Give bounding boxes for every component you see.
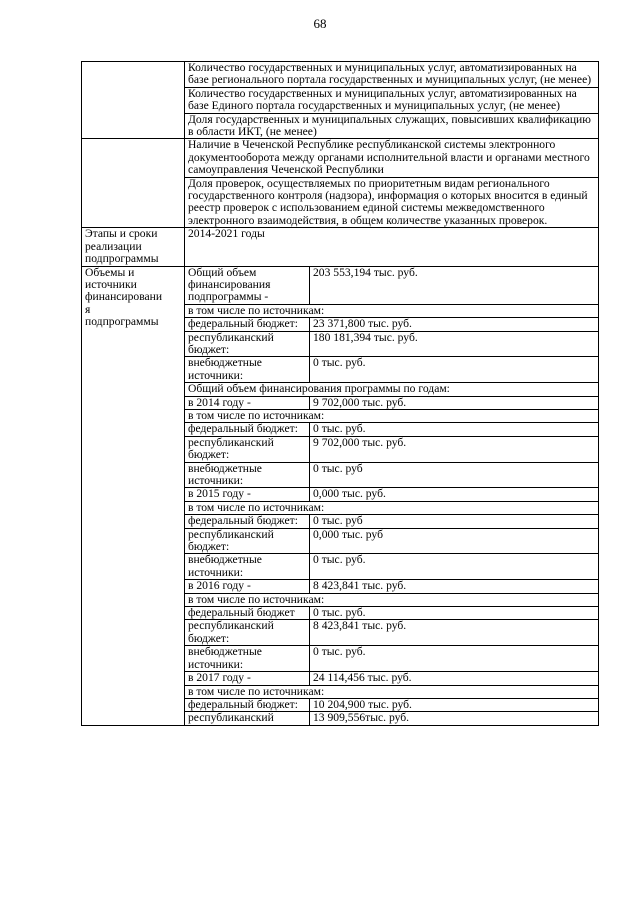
year-source-value: 0 тыс. руб.: [310, 607, 599, 620]
total-value: 203 553,194 тыс. руб.: [310, 267, 599, 305]
year-source-value: 0 тыс. руб: [310, 515, 599, 528]
source-label: республиканский бюджет:: [185, 331, 310, 357]
source-value: 23 371,800 тыс. руб.: [310, 318, 599, 331]
year-source-label: внебюджетные источники:: [185, 554, 310, 580]
page-number: 68: [313, 16, 327, 31]
year-source-label: внебюджетные источники:: [185, 646, 310, 672]
funding-row: [82, 266, 599, 725]
indicator-text: Доля проверок, осуществляемых по приоритетным видам регионального государственного контроля (надзора), информация о которых вносится в единый реестр проверок с использованием единой системы межведомственного электронного взаимодействия, в общем количестве указанных проверок.: [185, 177, 598, 227]
year-label: в 2016 году -: [185, 580, 310, 593]
total-label: Общий объем финансирования подпрограммы -: [185, 267, 310, 305]
source-value: 180 181,394 тыс. руб.: [310, 331, 599, 357]
year-label: в 2015 году -: [185, 488, 310, 501]
funding-label-line: финансировани: [85, 290, 163, 304]
stages-value: 2014-2021 годы: [185, 228, 599, 266]
year-source-value: 13 909,556тыс. руб.: [310, 712, 599, 725]
source-value: 0 тыс. руб.: [310, 357, 599, 383]
year-source-label: федеральный бюджет: [185, 607, 310, 620]
year-source-value: 0 тыс. руб: [310, 462, 599, 488]
sources-header: в том числе по источникам:: [185, 304, 598, 317]
year-source-value: 8 423,841 тыс. руб.: [310, 620, 599, 646]
year-source-label: республиканский бюджет:: [185, 620, 310, 646]
source-label: федеральный бюджет:: [185, 318, 310, 331]
year-source-label: республиканский: [185, 712, 310, 725]
year-source-value: 0 тыс. руб.: [310, 646, 599, 672]
year-value: 9 702,000 тыс. руб.: [310, 396, 599, 409]
year-sources-header: в том числе по источникам:: [185, 593, 598, 606]
indicator-group-b: [82, 139, 599, 228]
indicator-cell: [185, 62, 599, 139]
funding-label-line: подпрограммы: [85, 315, 159, 329]
year-source-value: 9 702,000 тыс. руб.: [310, 436, 599, 462]
year-sources-header: в том числе по источникам:: [185, 409, 598, 422]
year-source-value: 0 тыс. руб.: [310, 423, 599, 436]
empty-cell: [82, 62, 185, 139]
year-sources-header: в том числе по источникам:: [185, 501, 598, 514]
year-source-label: федеральный бюджет:: [185, 515, 310, 528]
year-value: 24 114,456 тыс. руб.: [310, 672, 599, 685]
year-source-label: внебюджетные источники:: [185, 462, 310, 488]
by-year-header: Общий объем финансирования программы по годам:: [185, 383, 598, 396]
source-label: внебюджетные источники:: [185, 357, 310, 383]
year-source-label: республиканский бюджет:: [185, 436, 310, 462]
stages-label: Этапы и сроки реализации подпрограммы: [82, 228, 185, 266]
year-label: в 2014 году -: [185, 396, 310, 409]
year-value: 8 423,841 тыс. руб.: [310, 580, 599, 593]
indicator-text: Наличие в Чеченской Республике республиканской системы электронного документооборота между органами исполнительной власти и органами местного самоуправления Чеченской Республики: [185, 139, 598, 177]
funding-label-line: Объемы и: [85, 265, 135, 279]
empty-cell: [82, 139, 185, 228]
funding-label-line: я: [85, 302, 91, 316]
indicator-text: Количество государственных и муниципальных услуг, автоматизированных на базе Единого портала государственных и муниципальных услуг, (не менее): [185, 87, 598, 113]
year-label: в 2017 году -: [185, 672, 310, 685]
indicator-text: Доля государственных и муниципальных служащих, повысивших квалификацию в области ИКТ, (не менее): [185, 113, 598, 138]
year-source-value: 10 204,900 тыс. руб.: [310, 698, 599, 711]
year-value: 0,000 тыс. руб.: [310, 488, 599, 501]
funding-label: [82, 266, 185, 725]
year-source-label: республиканский бюджет:: [185, 528, 310, 554]
year-source-label: федеральный бюджет:: [185, 698, 310, 711]
indicator-cell: [185, 139, 599, 228]
indicator-group-a: [82, 62, 599, 139]
funding-total-row: [185, 267, 598, 305]
year-source-value: 0 тыс. руб.: [310, 554, 599, 580]
funding-label-line: источники: [85, 277, 137, 291]
passport-table: [81, 61, 599, 726]
year-source-value: 0,000 тыс. руб: [310, 528, 599, 554]
funding-details: [185, 266, 599, 725]
indicator-text: Количество государственных и муниципальных услуг, автоматизированных на базе регионального портала государственных и муниципальных услуг, (не менее): [185, 62, 598, 87]
year-source-label: федеральный бюджет:: [185, 423, 310, 436]
year-sources-header: в том числе по источникам:: [185, 685, 598, 698]
stages-row: [82, 228, 599, 266]
